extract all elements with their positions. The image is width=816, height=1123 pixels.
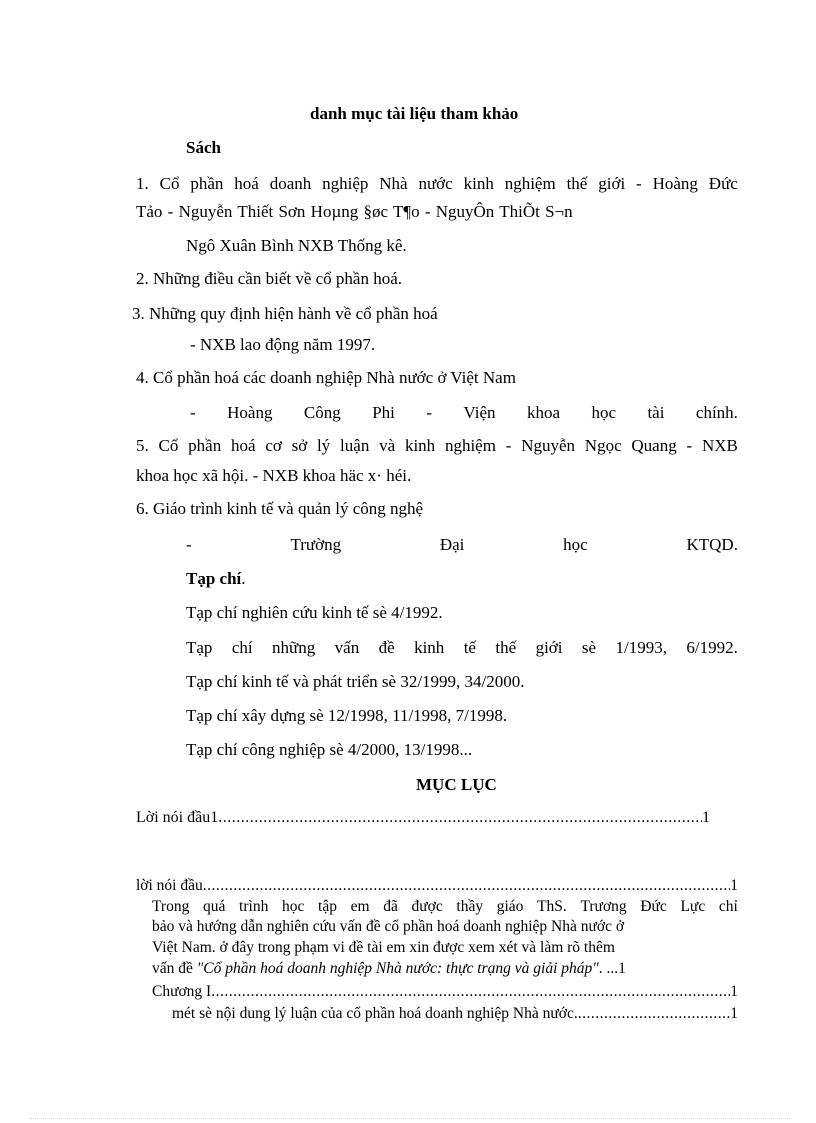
reference-2: 2. Những điều cần biết về cổ phần hoá.: [136, 269, 403, 288]
toc-entry-page: 1: [730, 1005, 738, 1022]
toc-entry-intro-line-1: [152, 898, 738, 916]
word: học: [591, 403, 616, 422]
word: cơ: [265, 436, 282, 455]
word: giới: [598, 174, 626, 193]
word: Tạp: [186, 638, 213, 657]
journal-4: Tạp chí xây dựng sè 12/1998, 11/1998, 7/1998.: [186, 706, 508, 725]
toc-heading: MỤC LỤC: [416, 775, 497, 794]
word: Đức: [708, 174, 738, 193]
word: tài: [647, 403, 665, 422]
word: Hoàng: [652, 174, 698, 193]
word: 1.: [136, 174, 149, 193]
journal-2: [186, 638, 738, 658]
word: 1/1993,: [615, 638, 667, 657]
word: 5.: [136, 436, 149, 455]
word: học: [563, 535, 588, 554]
word: NXB: [701, 436, 738, 455]
toc-entry-label: lời nói đầu: [136, 877, 203, 894]
word: nghiệm: [504, 174, 556, 193]
word: chỉ: [718, 898, 738, 915]
word: kinh: [404, 436, 436, 455]
word: Ngọc: [584, 436, 622, 455]
reference-4-line-2: [190, 403, 738, 423]
journal-3: Tạp chí kinh tế và phát triển sè 32/1999, 34/2000.: [186, 672, 525, 691]
toc-entry-label: mét sè nội dung lý luận của cổ phần hoá doanh nghiệp Nhà nước.: [172, 1005, 578, 1022]
word: đã: [383, 898, 398, 915]
word: Nguyễn: [521, 436, 576, 455]
word: nghiệp: [322, 174, 369, 193]
word: doanh: [269, 174, 312, 193]
reference-6-line-1: 6. Giáo trình kinh tế và quản lý công nghệ: [136, 499, 424, 518]
word: luận: [340, 436, 370, 455]
page-bottom-divider: [30, 1118, 790, 1119]
word: Đại: [439, 535, 465, 554]
journal-5: Tạp chí công nghiệp sè 4/2000, 13/1998...: [186, 740, 473, 759]
word: Hoàng: [227, 403, 273, 422]
toc-leader: [211, 982, 730, 1001]
reference-1-line-1: [136, 174, 738, 194]
word: phần: [188, 436, 222, 455]
word: sở: [291, 436, 308, 455]
reference-4-line-1: 4. Cổ phần hoá các doanh nghiệp Nhà nước ở Việt Nam: [136, 368, 516, 387]
journals-heading-dot: .: [241, 569, 246, 588]
word: đề: [378, 638, 395, 657]
word: kinh: [463, 174, 494, 193]
toc-entry-page: 1: [702, 809, 710, 826]
word: chính.: [695, 403, 738, 422]
word: kinh: [414, 638, 445, 657]
reference-1-line-3: Ngô Xuân Bình NXB Thống kê.: [186, 236, 407, 255]
word: trình: [239, 898, 269, 915]
journal-1: Tạp chí nghiên cứu kinh tế sè 4/1992.: [186, 603, 443, 622]
intro-suffix: . ...1: [598, 960, 626, 977]
word: ThS.: [537, 898, 567, 915]
word: tập: [318, 898, 337, 915]
toc-entry-intro-line-3: Việt Nam. ở đây trong phạm vi đề tài em xin được xem xét và làm rõ thêm: [152, 939, 615, 956]
page-title: danh mục tài liệu tham khảo: [310, 104, 519, 123]
word: vấn: [334, 638, 360, 657]
word: -: [505, 436, 512, 455]
reference-3-line-1: 3. Những quy định hiện hành về cổ phần hoá: [132, 304, 438, 323]
word: khoa: [526, 403, 560, 422]
word: tế: [463, 638, 476, 657]
toc-entry-intro-line-4[interactable]: [152, 960, 626, 978]
word: Cổ: [158, 436, 179, 455]
word: -: [190, 403, 196, 422]
section-heading-journals: [186, 569, 246, 589]
toc-leader: [218, 808, 702, 827]
word: giáo: [496, 898, 524, 915]
word: -: [186, 535, 192, 554]
word: giới: [535, 638, 563, 657]
reference-1-line-2: Tảo - Nguyễn Thiết Sơn Hoµng §øc T¶o - NguyÔn ThiÕt S¬n: [136, 202, 573, 221]
journals-heading-text: Tạp chí: [186, 569, 242, 588]
word: -: [426, 403, 433, 422]
toc-entry-page: 1: [730, 877, 738, 894]
word: Quang: [631, 436, 677, 455]
word: được: [411, 898, 443, 915]
toc-leader: [203, 876, 731, 895]
word: phần: [190, 174, 224, 193]
word: KTQD.: [686, 535, 738, 554]
reference-5-line-2: khoa học xã hội. - NXB khoa häc x· héi.: [136, 466, 412, 485]
word: thầy: [456, 898, 484, 915]
word: nghiệm: [444, 436, 496, 455]
word: 6/1992.: [686, 638, 738, 657]
toc-entry-label: Chương I: [152, 983, 212, 1000]
toc-entry-label: Lời nói đầu1: [136, 809, 219, 826]
word: Công: [303, 403, 341, 422]
word: nước: [418, 174, 453, 193]
toc-entry-theory[interactable]: [172, 1004, 738, 1023]
toc-entry-preface-1[interactable]: [136, 808, 710, 827]
word: và: [379, 436, 396, 455]
word: Phi: [372, 403, 395, 422]
intro-prefix: vấn đề: [152, 960, 197, 977]
intro-quote: "Cổ phần hoá doanh nghiệp Nhà nước: thực trạng và giải pháp": [196, 960, 599, 977]
toc-entry-page: 1: [730, 983, 738, 1000]
word: chí: [231, 638, 253, 657]
word: những: [272, 638, 316, 657]
word: em: [350, 898, 370, 915]
word: quá: [203, 898, 226, 915]
word: Trương: [580, 898, 627, 915]
word: thế: [495, 638, 517, 657]
toc-entry-intro-line-2: bảo và hướng dẫn nghiên cứu vấn đề cổ phần hoá doanh nghiệp Nhà nước ở: [152, 918, 625, 935]
toc-entry-preface-2[interactable]: [136, 876, 738, 895]
word: sè: [581, 638, 597, 657]
word: Nhà: [379, 174, 408, 193]
toc-leader: [578, 1004, 731, 1023]
word: -: [636, 174, 642, 193]
word: Cổ: [159, 174, 180, 193]
word: hoá: [230, 436, 256, 455]
word: Viện: [463, 403, 496, 422]
word: thế: [566, 174, 588, 193]
word: -: [686, 436, 693, 455]
word: Trường: [290, 535, 342, 554]
section-heading-books: Sách: [186, 138, 221, 157]
word: Lực: [680, 898, 706, 915]
word: hoá: [234, 174, 259, 193]
reference-3-line-2: - NXB lao động năm 1997.: [190, 335, 376, 354]
toc-entry-chapter-1[interactable]: [152, 982, 738, 1001]
reference-6-line-2: [186, 535, 738, 555]
reference-5-line-1: [136, 436, 738, 456]
word: học: [281, 898, 305, 915]
word: Trong: [152, 898, 190, 915]
word: lý: [317, 436, 331, 455]
word: Đức: [640, 898, 667, 915]
